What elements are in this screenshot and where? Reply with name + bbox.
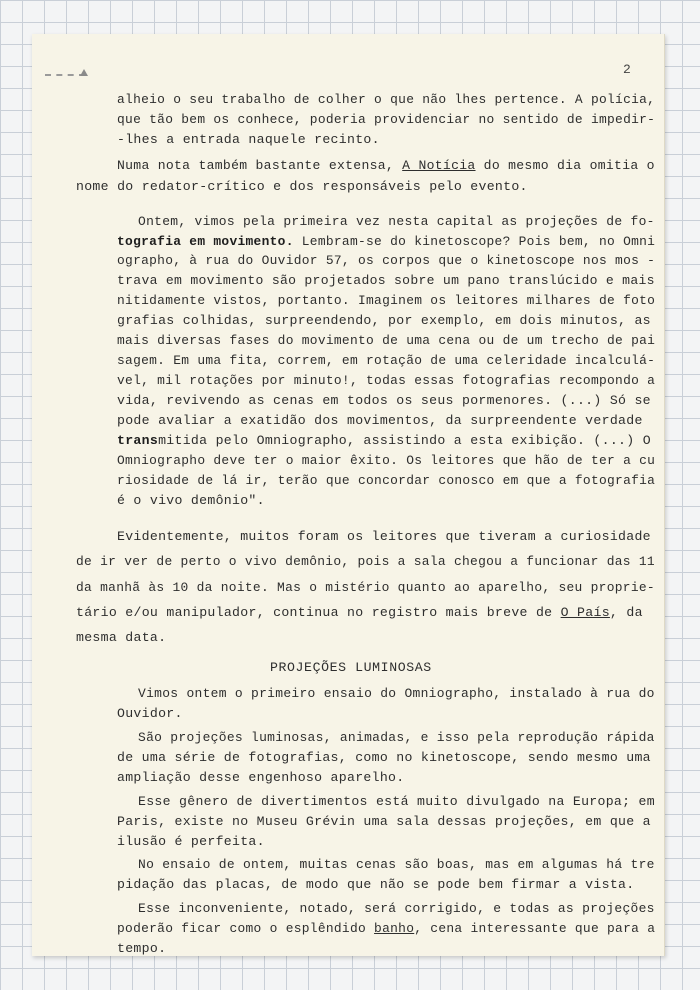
line-text: Lembram-se do kinetoscope? Pois bem, no Omni	[293, 234, 656, 249]
text-line	[117, 832, 265, 852]
line-text: da manhã às 10 da noite. Mas o mistério quanto ao aparelho, seu proprie-	[76, 580, 655, 595]
line-text: -lhes a entrada naquele recinto.	[117, 132, 380, 147]
line-text: nome do redator-crítico e dos responsáveis pelo evento.	[76, 179, 528, 194]
text-line	[76, 578, 655, 598]
text-line	[117, 291, 655, 311]
line-text: de ir ver de perto o vivo demônio, pois a sala chegou a funcionar das 11	[76, 554, 655, 569]
text-line	[117, 411, 643, 431]
line-text: vida, revivendo as cenas em todos os seus pormenores. (...) Só se	[117, 393, 651, 408]
line-text: pidação das placas, de modo que não se pode bem firmar a vista.	[117, 877, 635, 892]
text-line	[138, 792, 655, 812]
staple-mark	[45, 74, 85, 78]
text-line	[138, 855, 655, 875]
line-text: , cena interessante que para a	[414, 921, 656, 936]
text-line	[117, 704, 183, 724]
text-line	[117, 471, 655, 491]
line-text: Ouvidor.	[117, 706, 183, 721]
line-text: poderão ficar como o esplêndido	[117, 921, 375, 936]
text-line	[117, 527, 651, 547]
text-line	[138, 212, 655, 232]
text-line	[76, 177, 528, 197]
line-text: trava em movimento são projetados sobre um pano translúcido e mais	[117, 273, 655, 288]
line-text: São projeções luminosas, animadas, e isso pela reprodução rápida	[138, 730, 655, 745]
line-text: grafias colhidas, surpreendendo, por exemplo, em dois minutos, as	[117, 313, 651, 328]
text-line	[117, 130, 380, 150]
line-text: No ensaio de ontem, muitas cenas são boas, mas em algumas há tre	[138, 857, 655, 872]
page-number: 2	[623, 62, 631, 77]
emphasis-text: tografia em movimento.	[117, 234, 294, 249]
line-text: Vimos ontem o primeiro ensaio do Omniographo, instalado à rua do	[138, 686, 655, 701]
section-heading: PROJEÇÕES LUMINOSAS	[270, 660, 432, 675]
line-text: ilusão é perfeita.	[117, 834, 265, 849]
line-text: Esse gênero de divertimentos está muito divulgado na Europa; em	[138, 794, 655, 809]
text-line	[117, 491, 265, 511]
text-line	[117, 919, 655, 939]
text-line	[117, 451, 655, 471]
line-text: tário e/ou manipulador, continua no registro mais breve de	[76, 605, 561, 620]
text-line	[138, 728, 655, 748]
text-line	[117, 90, 655, 110]
underlined-title: banho	[374, 921, 415, 936]
text-line	[117, 251, 655, 271]
pin-head-icon	[80, 69, 88, 76]
line-text: sagem. Em uma fita, correm, em rotação de uma celeridade incalculá-	[117, 353, 656, 368]
text-line	[117, 311, 651, 331]
line-text: tempo.	[117, 941, 167, 956]
text-line	[76, 603, 643, 623]
line-text: pode avaliar a exatidão dos movimentos, da surpreendente verdade	[117, 413, 643, 428]
line-text: do mesmo dia omitia o	[475, 158, 655, 173]
text-line	[117, 232, 655, 252]
text-line	[117, 431, 651, 451]
line-text: é o vivo demônio".	[117, 493, 265, 508]
text-line	[117, 351, 655, 371]
text-line	[117, 110, 655, 130]
line-text: vel, mil rotações por minuto!, todas essas fotografias recompondo a	[117, 373, 656, 388]
line-text: que tão bem os conhece, poderia providenciar no sentido de impedir-	[117, 112, 656, 127]
text-line	[117, 156, 655, 176]
text-line	[76, 552, 655, 572]
text-line	[117, 271, 655, 291]
text-line	[117, 391, 651, 411]
text-line	[76, 628, 166, 648]
text-line	[117, 768, 404, 788]
line-text: mais diversas fases do movimento de uma cena ou de um trecho de pai	[117, 333, 656, 348]
line-text: mitida pelo Omniographo, assistindo a esta exibição. (...) O	[158, 433, 651, 448]
underlined-title: O País	[560, 605, 610, 620]
line-text: nitidamente vistos, portanto. Imaginem os leitores milhares de foto	[117, 293, 656, 308]
text-line	[138, 899, 655, 919]
text-line	[117, 939, 166, 959]
emphasis-text: trans	[117, 433, 159, 448]
text-line	[117, 371, 655, 391]
text-line	[117, 331, 655, 351]
line-text: Evidentemente, muitos foram os leitores que tiveram a curiosidade	[117, 529, 651, 544]
line-text: Esse inconveniente, notado, será corrigido, e todas as projeções	[138, 901, 655, 916]
text-line	[117, 748, 651, 768]
text-line	[270, 658, 432, 678]
line-text: alheio o seu trabalho de colher o que não lhes pertence. A polícia,	[117, 92, 656, 107]
line-text: Ontem, vimos pela primeira vez nesta capital as projeções de fo-	[138, 214, 655, 229]
text-line	[117, 875, 634, 895]
line-text: , da	[609, 605, 643, 620]
line-text: Paris, existe no Museu Grévin uma sala dessas projeções, em que a	[117, 814, 651, 829]
text-line	[138, 684, 655, 704]
text-line	[117, 812, 651, 832]
underlined-title: A Notícia	[402, 158, 476, 173]
line-text: Omniographo deve ter o maior êxito. Os leitores que hão de ter a cu	[117, 453, 656, 468]
line-text: Numa nota também bastante extensa,	[117, 158, 403, 173]
line-text: ographo, à rua do Ouvidor 57, os corpos que o kinetoscope nos mos -	[117, 253, 656, 268]
line-text: mesma data.	[76, 630, 167, 645]
line-text: riosidade de lá ir, terão que concordar conosco em que a fotografia	[117, 473, 656, 488]
line-text: ampliação desse engenhoso aparelho.	[117, 770, 405, 785]
line-text: de uma série de fotografias, como no kinetoscope, sendo mesmo uma	[117, 750, 651, 765]
